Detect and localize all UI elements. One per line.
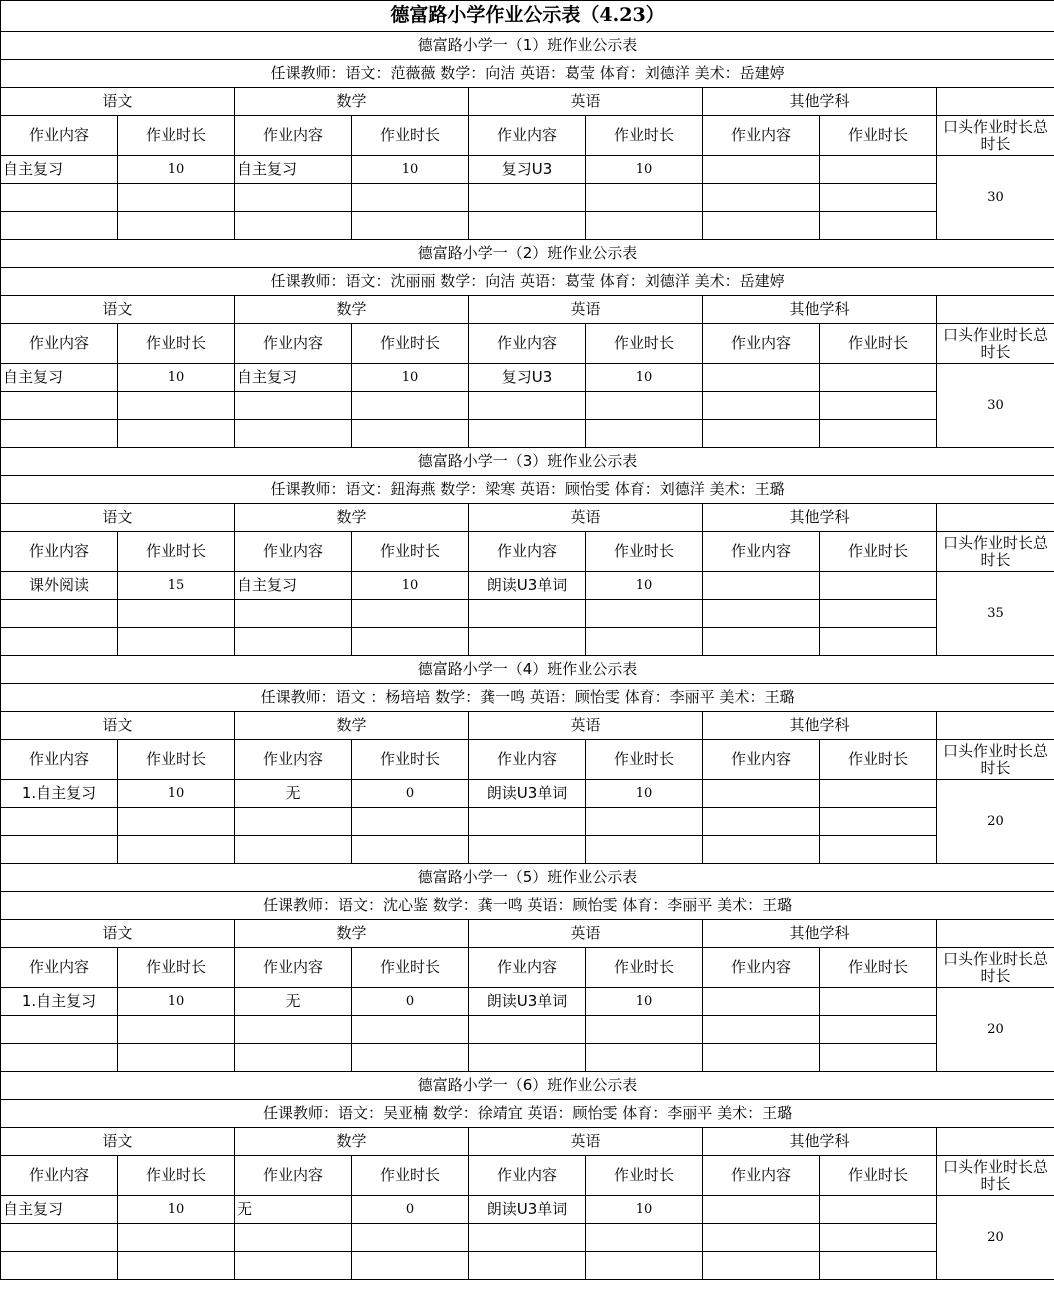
data-row [1,988,1054,1016]
duration-header: 作业时长 [118,116,235,156]
duration-header: 作业时长 [352,324,469,364]
homework-duration: 0 [352,780,469,808]
empty-cell [118,184,235,212]
homework-content: 1.自主复习 [1,988,118,1016]
empty-cell [586,1224,703,1252]
empty-row [1,392,1054,420]
content-header: 作业内容 [469,948,586,988]
empty-cell [586,836,703,864]
duration-header: 作业时长 [586,948,703,988]
oral-total-header: 口头作业时长总时长 [937,1156,1054,1196]
empty-cell [586,184,703,212]
empty-cell [1,212,118,240]
empty-row [1,1044,1054,1072]
homework-content: 课外阅读 [1,572,118,600]
subject-header: 英语 [469,504,703,532]
empty-cell [703,836,820,864]
empty-cell [1,1252,118,1280]
content-header: 作业内容 [235,324,352,364]
empty-cell [586,392,703,420]
empty-cell [586,1252,703,1280]
empty-cell [469,420,586,448]
duration-header: 作业时长 [352,116,469,156]
duration-header: 作业时长 [586,532,703,572]
subject-header: 语文 [1,88,235,116]
empty-cell [703,628,820,656]
empty-cell [235,1252,352,1280]
empty-cell [820,156,937,184]
class-title-row [1,864,1054,892]
empty-cell [118,808,235,836]
class-title: 德富路小学一（2）班作业公示表 [1,240,1054,268]
content-header: 作业内容 [235,740,352,780]
empty-cell [118,1044,235,1072]
empty-cell [1,836,118,864]
content-header: 作业内容 [703,1156,820,1196]
empty-cell [235,392,352,420]
empty-cell [469,1044,586,1072]
total-duration: 30 [937,364,1054,448]
duration-header: 作业时长 [820,740,937,780]
empty-cell [352,420,469,448]
data-row [1,364,1054,392]
empty-cell [118,392,235,420]
subject-header: 英语 [469,712,703,740]
empty-cell [1,808,118,836]
empty-cell [1,392,118,420]
column-header-row [1,532,1054,572]
empty-cell [586,420,703,448]
empty-cell [703,1016,820,1044]
empty-row [1,808,1054,836]
empty-cell [1,600,118,628]
homework-content: 朗读U3单词 [469,780,586,808]
subject-header-row [1,504,1054,532]
empty-cell [235,808,352,836]
empty-cell [820,1196,937,1224]
homework-duration: 10 [586,156,703,184]
empty-cell [937,920,1054,948]
duration-header: 作业时长 [352,532,469,572]
empty-cell [235,212,352,240]
empty-cell [118,600,235,628]
empty-cell [118,836,235,864]
empty-cell [235,1044,352,1072]
column-header-row [1,116,1054,156]
teacher-row [1,1100,1054,1128]
empty-cell [235,1016,352,1044]
homework-duration: 10 [118,1196,235,1224]
empty-cell [469,184,586,212]
homework-duration: 10 [586,1196,703,1224]
empty-cell [235,1224,352,1252]
empty-cell [703,392,820,420]
class-title-row [1,448,1054,476]
duration-header: 作业时长 [118,532,235,572]
empty-cell [586,1044,703,1072]
subject-header: 英语 [469,1128,703,1156]
empty-cell [703,572,820,600]
empty-cell [703,1252,820,1280]
homework-duration: 10 [118,780,235,808]
homework-content: 复习U3 [469,156,586,184]
class-title: 德富路小学一（4）班作业公示表 [1,656,1054,684]
empty-cell [469,808,586,836]
empty-cell [820,1224,937,1252]
content-header: 作业内容 [235,532,352,572]
content-header: 作业内容 [469,1156,586,1196]
subject-header: 英语 [469,88,703,116]
empty-cell [820,572,937,600]
empty-cell [1,1044,118,1072]
content-header: 作业内容 [469,532,586,572]
empty-cell [352,392,469,420]
empty-cell [352,1016,469,1044]
duration-header: 作业时长 [586,116,703,156]
duration-header: 作业时长 [586,324,703,364]
subject-header: 数学 [235,88,469,116]
empty-cell [820,420,937,448]
subject-header: 数学 [235,712,469,740]
homework-content: 无 [235,988,352,1016]
duration-header: 作业时长 [118,324,235,364]
content-header: 作业内容 [1,948,118,988]
homework-duration: 10 [586,572,703,600]
teacher-row [1,268,1054,296]
empty-cell [352,184,469,212]
empty-cell [118,628,235,656]
content-header: 作业内容 [469,740,586,780]
homework-duration: 10 [586,988,703,1016]
duration-header: 作业时长 [352,740,469,780]
empty-cell [586,212,703,240]
duration-header: 作业时长 [586,1156,703,1196]
empty-cell [820,600,937,628]
homework-content: 朗读U3单词 [469,572,586,600]
subject-header: 语文 [1,296,235,324]
duration-header: 作业时长 [352,948,469,988]
empty-cell [820,212,937,240]
data-row [1,572,1054,600]
empty-row [1,1252,1054,1280]
empty-cell [703,1224,820,1252]
empty-cell [352,1224,469,1252]
subject-header-row [1,1128,1054,1156]
content-header: 作业内容 [1,740,118,780]
data-row [1,1196,1054,1224]
subject-header: 数学 [235,920,469,948]
homework-content: 朗读U3单词 [469,1196,586,1224]
content-header: 作业内容 [235,116,352,156]
content-header: 作业内容 [469,116,586,156]
column-header-row [1,948,1054,988]
class-title: 德富路小学一（1）班作业公示表 [1,32,1054,60]
class-title: 德富路小学一（6）班作业公示表 [1,1072,1054,1100]
empty-row [1,1016,1054,1044]
teacher-row [1,60,1054,88]
class-title: 德富路小学一（3）班作业公示表 [1,448,1054,476]
content-header: 作业内容 [235,1156,352,1196]
empty-cell [937,88,1054,116]
oral-total-header: 口头作业时长总时长 [937,116,1054,156]
homework-duration: 15 [118,572,235,600]
empty-cell [703,212,820,240]
content-header: 作业内容 [703,324,820,364]
homework-content: 自主复习 [1,156,118,184]
empty-cell [820,780,937,808]
empty-cell [820,628,937,656]
teacher-info: 任课教师：语文：鈕海燕 数学：梁寒 英语：顾怡雯 体育：刘德洋 美术：王璐 [1,476,1054,504]
homework-content: 朗读U3单词 [469,988,586,1016]
teacher-info: 任课教师：语文：吴亚楠 数学：徐靖宜 英语：顾怡雯 体育：李丽平 美术：王璐 [1,1100,1054,1128]
homework-content: 自主复习 [1,1196,118,1224]
subject-header: 其他学科 [703,296,937,324]
content-header: 作业内容 [1,324,118,364]
empty-cell [703,1044,820,1072]
empty-cell [937,504,1054,532]
empty-cell [937,1128,1054,1156]
class-title-row [1,32,1054,60]
subject-header: 语文 [1,504,235,532]
subject-header: 语文 [1,920,235,948]
empty-cell [937,296,1054,324]
empty-cell [1,184,118,212]
content-header: 作业内容 [703,740,820,780]
empty-cell [235,600,352,628]
empty-cell [469,1252,586,1280]
homework-duration: 10 [586,364,703,392]
empty-cell [469,628,586,656]
empty-cell [703,1196,820,1224]
empty-cell [118,212,235,240]
empty-cell [820,808,937,836]
empty-cell [352,600,469,628]
column-header-row [1,1156,1054,1196]
empty-cell [469,836,586,864]
subject-header: 数学 [235,296,469,324]
empty-cell [586,628,703,656]
subject-header: 英语 [469,296,703,324]
empty-cell [118,1252,235,1280]
empty-row [1,600,1054,628]
homework-content: 自主复习 [235,364,352,392]
column-header-row [1,324,1054,364]
total-duration: 35 [937,572,1054,656]
teacher-row [1,476,1054,504]
duration-header: 作业时长 [820,116,937,156]
content-header: 作业内容 [1,532,118,572]
content-header: 作业内容 [1,116,118,156]
empty-cell [820,1016,937,1044]
empty-row [1,628,1054,656]
empty-row [1,836,1054,864]
class-title-row [1,1072,1054,1100]
empty-row [1,420,1054,448]
empty-cell [1,420,118,448]
empty-cell [352,808,469,836]
content-header: 作业内容 [469,324,586,364]
empty-cell [235,836,352,864]
total-duration: 20 [937,1196,1054,1280]
homework-duration: 10 [352,572,469,600]
homework-content: 复习U3 [469,364,586,392]
oral-total-header: 口头作业时长总时长 [937,324,1054,364]
class-title-row [1,656,1054,684]
homework-duration: 10 [118,988,235,1016]
homework-content: 自主复习 [1,364,118,392]
duration-header: 作业时长 [820,324,937,364]
empty-cell [703,184,820,212]
duration-header: 作业时长 [586,740,703,780]
content-header: 作业内容 [703,948,820,988]
subject-header-row [1,920,1054,948]
content-header: 作业内容 [1,1156,118,1196]
total-duration: 20 [937,780,1054,864]
class-title: 德富路小学一（5）班作业公示表 [1,864,1054,892]
duration-header: 作业时长 [820,532,937,572]
teacher-info: 任课教师：语文 ：杨培培 数学：龚一鸣 英语：顾怡雯 体育：李丽平 美术：王璐 [1,684,1054,712]
data-row [1,780,1054,808]
teacher-info: 任课教师：语文：沈丽丽 数学：向洁 英语：葛莹 体育：刘德洋 美术：岳建婷 [1,268,1054,296]
subject-header: 语文 [1,1128,235,1156]
empty-cell [352,628,469,656]
empty-row [1,184,1054,212]
teacher-row [1,684,1054,712]
empty-cell [118,1016,235,1044]
duration-header: 作业时长 [820,948,937,988]
homework-duration: 10 [118,156,235,184]
empty-cell [937,712,1054,740]
empty-cell [1,1016,118,1044]
empty-cell [1,628,118,656]
empty-cell [703,156,820,184]
teacher-info: 任课教师：语文：范薇薇 数学：向洁 英语：葛莹 体育：刘德洋 美术：岳建婷 [1,60,1054,88]
homework-duration: 10 [586,780,703,808]
subject-header: 其他学科 [703,920,937,948]
content-header: 作业内容 [235,948,352,988]
empty-cell [703,988,820,1016]
empty-cell [469,600,586,628]
empty-cell [703,780,820,808]
oral-total-header: 口头作业时长总时长 [937,948,1054,988]
empty-cell [235,184,352,212]
duration-header: 作业时长 [118,1156,235,1196]
homework-content: 无 [235,780,352,808]
homework-duration: 0 [352,988,469,1016]
subject-header-row [1,712,1054,740]
empty-cell [469,212,586,240]
empty-cell [586,808,703,836]
teacher-row [1,892,1054,920]
empty-cell [820,184,937,212]
oral-total-header: 口头作业时长总时长 [937,740,1054,780]
page-title: 德富路小学作业公示表（4.23） [1,1,1054,32]
homework-content: 无 [235,1196,352,1224]
total-duration: 30 [937,156,1054,240]
subject-header-row [1,296,1054,324]
homework-duration: 10 [352,156,469,184]
subject-header: 其他学科 [703,712,937,740]
empty-cell [586,600,703,628]
subject-header: 其他学科 [703,88,937,116]
empty-cell [118,1224,235,1252]
class-title-row [1,240,1054,268]
empty-cell [820,364,937,392]
homework-duration: 0 [352,1196,469,1224]
total-duration: 20 [937,988,1054,1072]
homework-content: 1.自主复习 [1,780,118,808]
empty-cell [586,1016,703,1044]
duration-header: 作业时长 [118,948,235,988]
empty-cell [352,1252,469,1280]
empty-cell [235,420,352,448]
empty-row [1,212,1054,240]
title-row [1,1,1054,32]
subject-header: 语文 [1,712,235,740]
subject-header: 其他学科 [703,1128,937,1156]
empty-cell [469,1224,586,1252]
homework-content: 自主复习 [235,572,352,600]
duration-header: 作业时长 [820,1156,937,1196]
duration-header: 作业时长 [352,1156,469,1196]
homework-duration: 10 [352,364,469,392]
content-header: 作业内容 [703,532,820,572]
empty-cell [352,212,469,240]
column-header-row [1,740,1054,780]
homework-duration: 10 [118,364,235,392]
empty-cell [352,836,469,864]
content-header: 作业内容 [703,116,820,156]
empty-cell [703,420,820,448]
teacher-info: 任课教师：语文：沈心鉴 数学：龚一鸣 英语：顾怡雯 体育：李丽平 美术：王璐 [1,892,1054,920]
empty-cell [820,1044,937,1072]
empty-cell [1,1224,118,1252]
oral-total-header: 口头作业时长总时长 [937,532,1054,572]
empty-cell [703,600,820,628]
subject-header: 英语 [469,920,703,948]
empty-cell [820,988,937,1016]
subject-header-row [1,88,1054,116]
data-row [1,156,1054,184]
empty-cell [820,392,937,420]
empty-cell [820,1252,937,1280]
homework-content: 自主复习 [235,156,352,184]
empty-cell [118,420,235,448]
subject-header: 数学 [235,504,469,532]
empty-row [1,1224,1054,1252]
empty-cell [235,628,352,656]
empty-cell [820,836,937,864]
empty-cell [703,808,820,836]
duration-header: 作业时长 [118,740,235,780]
empty-cell [469,392,586,420]
empty-cell [703,364,820,392]
subject-header: 其他学科 [703,504,937,532]
empty-cell [352,1044,469,1072]
empty-cell [469,1016,586,1044]
subject-header: 数学 [235,1128,469,1156]
